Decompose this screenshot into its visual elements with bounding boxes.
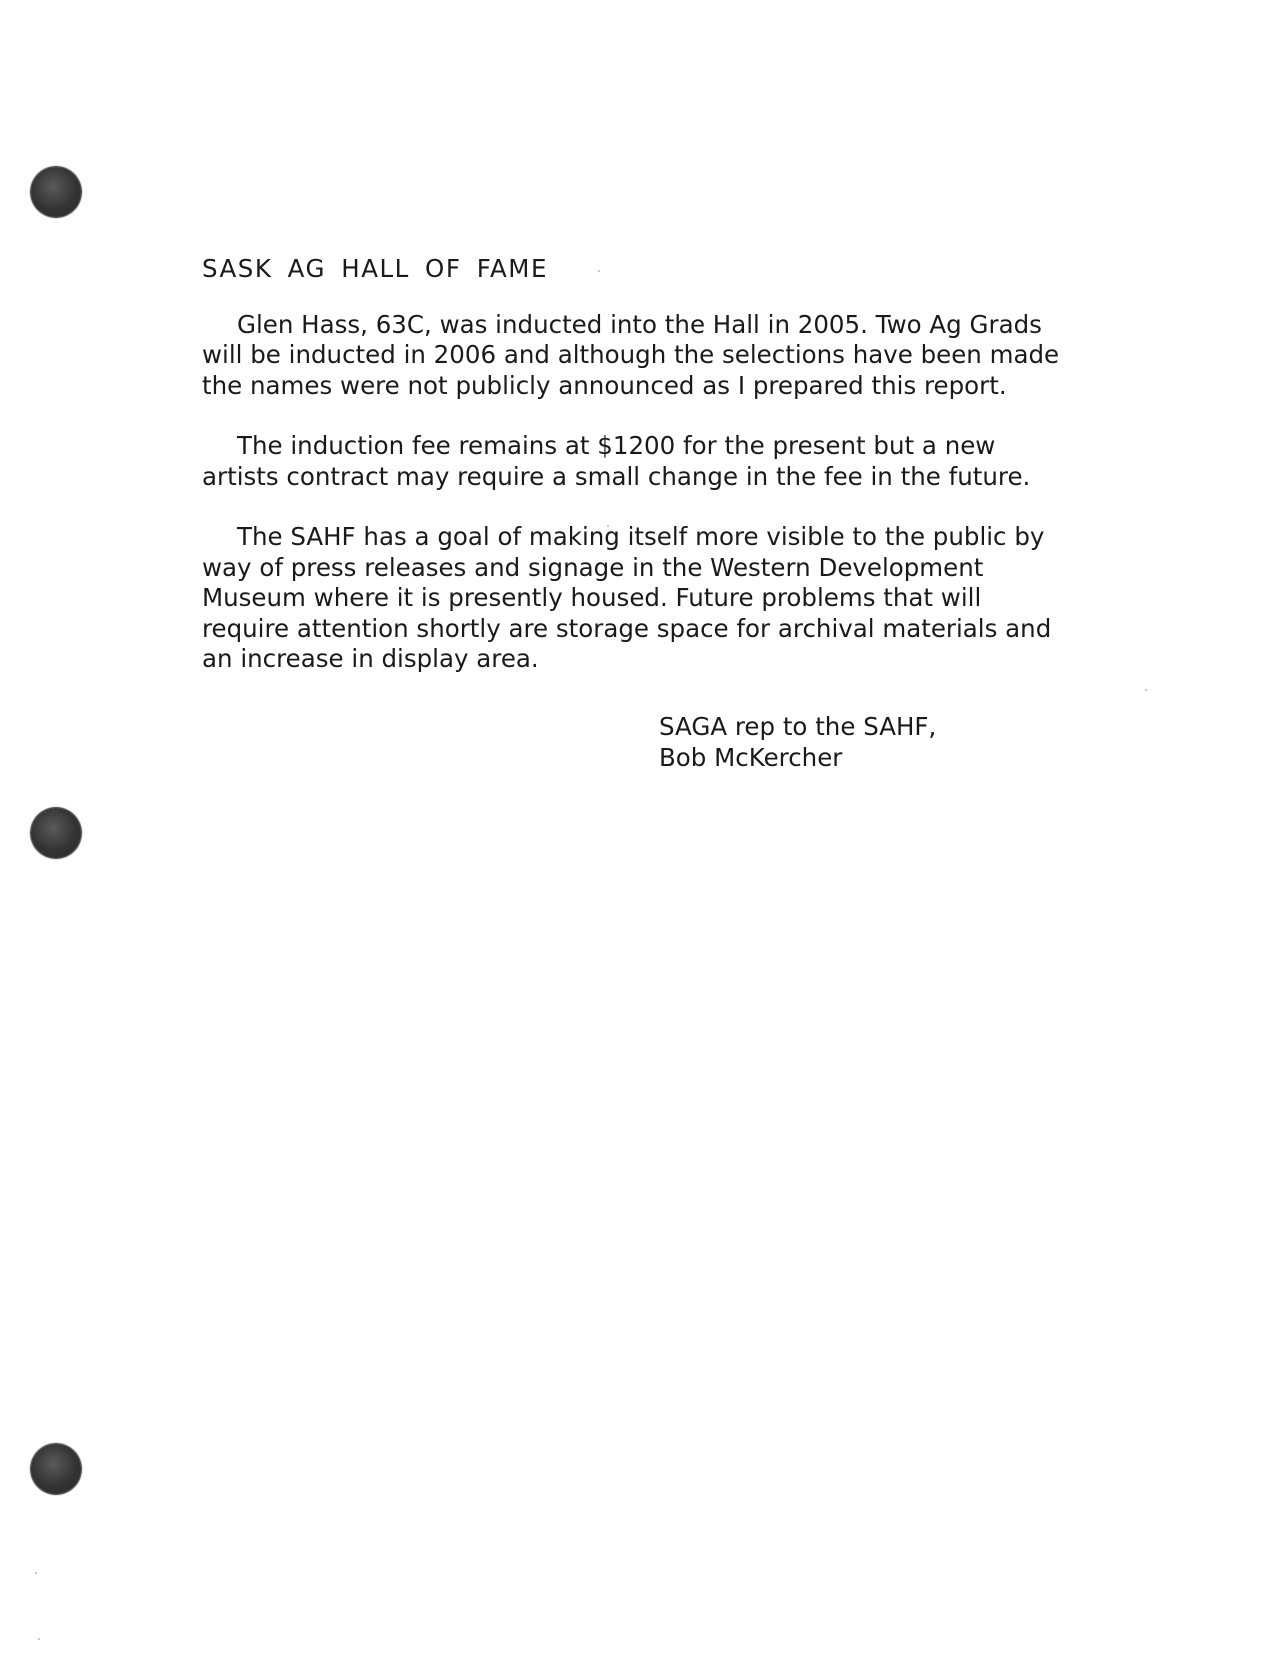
scan-speck: [35, 1572, 37, 1574]
paragraph-inductees: Glen Hass, 63C, was inducted into the Hall in 2005. Two Ag Grads will be inducted in 2006 and although the selections have been made the names were not publicly announced as I prepared this report.: [202, 309, 1060, 400]
punch-hole-middle: [31, 808, 81, 858]
scan-speck: [38, 1638, 40, 1640]
punch-hole-top: [31, 167, 81, 217]
signature-block: [659, 712, 936, 773]
paragraph-induction-fee: The induction fee remains at $1200 for the present but a new artists contract may require a small change in the fee in the future.: [202, 431, 1031, 491]
punch-hole-bottom: [31, 1444, 81, 1494]
document-title: SASK AG HALL OF FAME: [202, 254, 548, 283]
scan-speck: [1145, 689, 1147, 691]
signature-role: SAGA rep to the SAHF,: [659, 712, 937, 741]
document-body: [202, 254, 1102, 705]
paragraph-goals: The SAHF has a goal of making itself more visible to the public by way of press releases and signage in the Western Development Museum where it is presently housed. Future problems that will require attention shortly are storage space for archival materials and an increase in display area.: [202, 522, 1052, 673]
signature-name: Bob McKercher: [659, 742, 843, 772]
